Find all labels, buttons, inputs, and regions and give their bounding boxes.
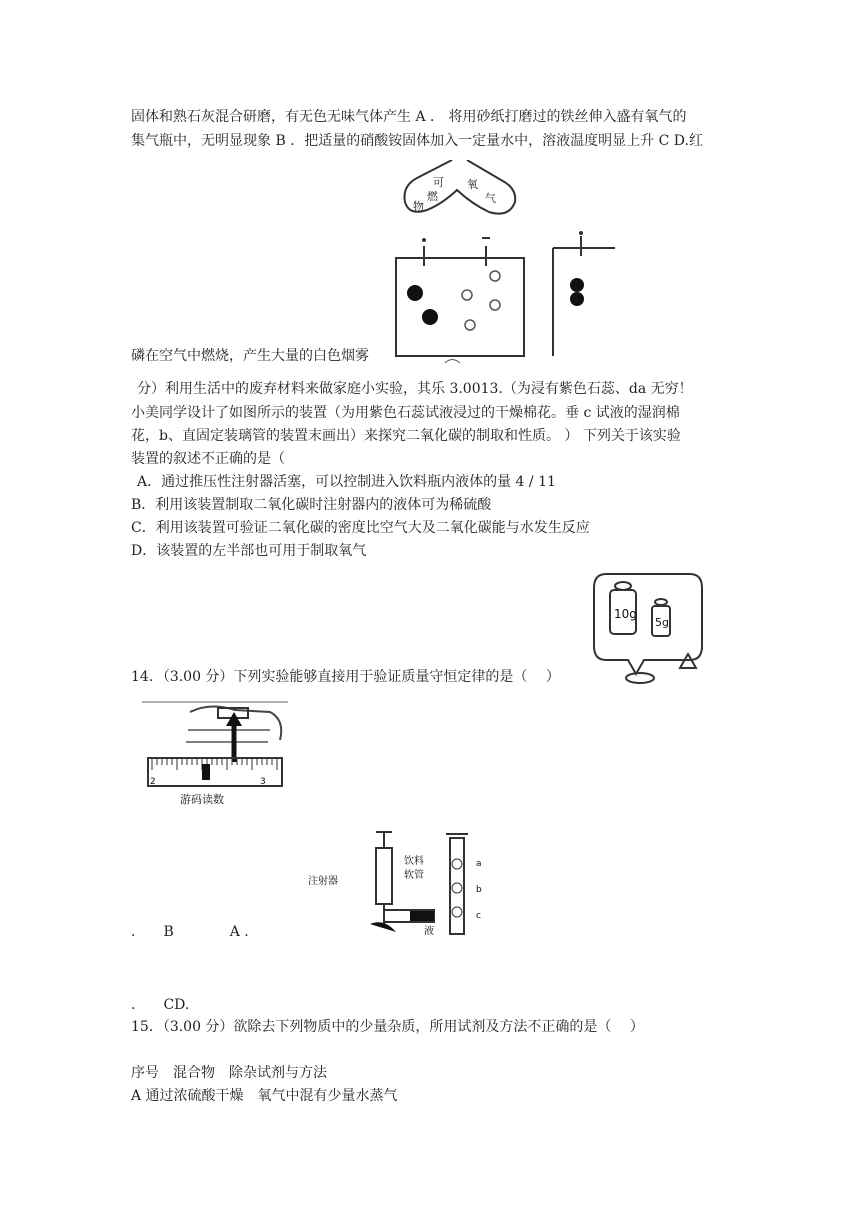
scale-caption: 游码读数 — [180, 793, 224, 806]
text-line-4: 分）利用生活中的废弃材料来做家庭小实验，其乐 3.0013.（为浸有紫色石蕊、da 无穷！ — [137, 381, 693, 397]
fire-char-2: 燃 — [427, 190, 438, 203]
scale-tick-3: 3 — [260, 777, 266, 787]
weight-5g-label: 5g — [655, 616, 669, 629]
text-line-6: 花，b、直固定装璃管的装置末画出）来探究二氧化碳的制取和性质。 ） 下列关于该实验 — [131, 428, 681, 444]
fire-char-3: 物 — [413, 200, 424, 213]
fire-char-5: 气 — [485, 192, 496, 205]
text-line-2: 集气瓶中，无明显现象 B ．把适量的硝酸铵固体加入一定量水中，溶液温度明显上升 C D.红 — [131, 133, 703, 149]
syringe-label: 注射器 — [308, 876, 338, 887]
answer-line-ba: . B A . — [131, 924, 249, 940]
scale-tick-2: 2 — [150, 777, 156, 787]
apparatus-figure — [300, 828, 492, 938]
option-b: B．利用该装置制取二氧化碳时注射器内的液体可为稀硫酸 — [131, 497, 492, 513]
balance-scale-figure — [140, 700, 288, 810]
weight-10g-label: 10g — [614, 607, 637, 621]
question-14: 14．（3.00 分）下列实验能够直接用于验证质量守恒定律的是（ ） — [131, 669, 560, 685]
bottle-label-2: 软管 — [404, 870, 424, 881]
fire-triangle-figure — [397, 160, 517, 220]
option-a: A．通过推压性注射器活塞，可以控制进入饮料瓶内液体的量 4 / 11 — [137, 474, 556, 490]
option-d: D．该装置的左半部也可用于制取氧气 — [131, 543, 367, 559]
text-line-7: 装置的叙述不正确的是（ — [131, 451, 285, 467]
text-line-3: 磷在空气中燃烧，产生大量的白色烟雾 — [131, 348, 369, 364]
particle-diagram-figure — [390, 228, 615, 366]
liquid-label: 液 — [424, 926, 434, 937]
weights-figure — [592, 568, 704, 684]
option-c: C．利用该装置可验证二氧化碳的密度比空气大及二氧化碳能与水发生反应 — [131, 520, 590, 536]
text-line-1: 固体和熟石灰混合研磨，有无色无味气体产生 A ． 将用砂纸打磨过的铁丝伸入盛有氧气的 — [131, 109, 687, 125]
table-header: 序号 混合物 除杂试剂与方法 — [131, 1065, 327, 1081]
fire-char-1: 可 — [433, 176, 444, 189]
bottle-label-1: 饮料 — [404, 856, 424, 867]
table-row-a: A 通过浓硫酸干燥 氧气中混有少量水蒸气 — [131, 1088, 398, 1104]
fire-char-4: 氧 — [467, 178, 478, 191]
answer-line-cd: . CD. — [131, 997, 190, 1013]
text-line-5: 小美同学设计了如图所示的装置（为用紫色石蕊试液浸过的干燥棉花。垂 c 试液的湿润棉 — [131, 405, 680, 421]
label-c: c — [476, 911, 481, 921]
label-a: a — [476, 859, 482, 869]
question-15: 15．（3.00 分）欲除去下列物质中的少量杂质，所用试剂及方法不正确的是（ ） — [131, 1019, 644, 1035]
label-b: b — [476, 885, 482, 895]
